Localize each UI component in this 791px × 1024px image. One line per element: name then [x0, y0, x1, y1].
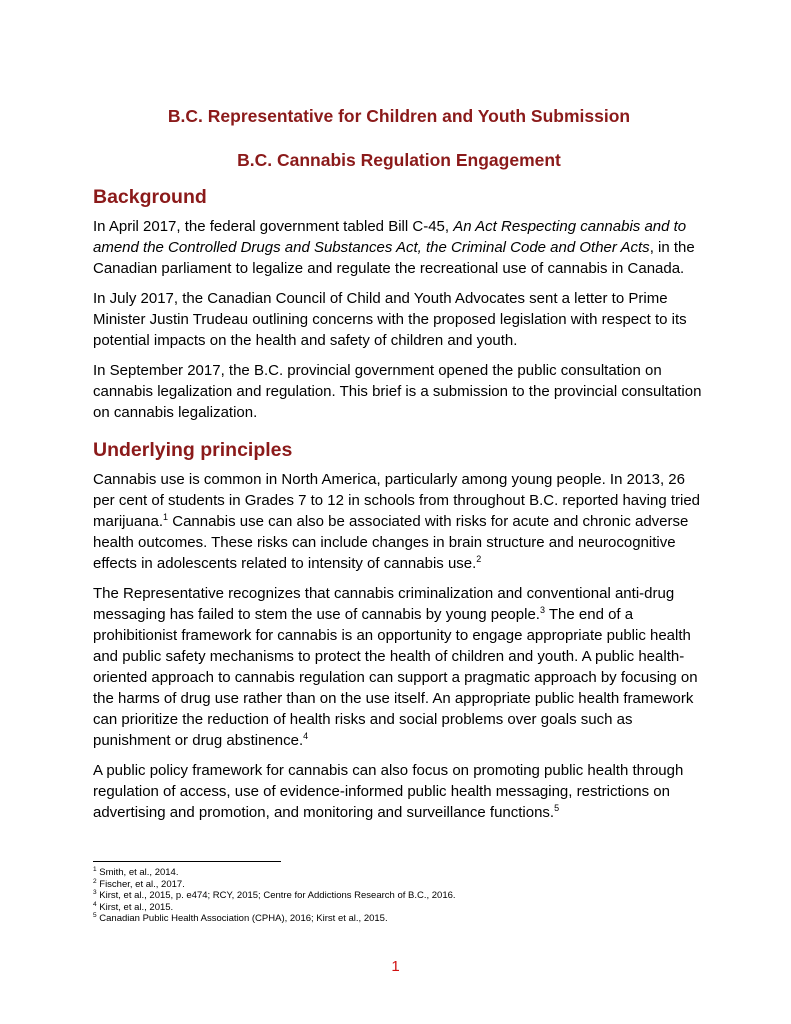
text-run: Cannabis use is common in North America, particularly among young people. In 2013, 26 per cent of students in Grades 7 to 12 in schools from throughout B.C. reported having tried marijuana. — [93, 471, 701, 530]
footnote-number: 4 — [93, 900, 97, 908]
text-run: , in the Canadian parliament to legalize and regulate the recreational use of cannabis in Canada. — [93, 239, 695, 277]
page-content — [93, 106, 705, 832]
footnote-1 — [93, 867, 705, 879]
footnote-4 — [93, 902, 705, 914]
footnote-ref-1[interactable]: 1 — [163, 512, 169, 522]
document-title: B.C. Representative for Children and Youth Submission — [167, 106, 631, 126]
footnote-text: Kirst, et al., 2015. — [96, 901, 174, 913]
footnote-text: Smith, et al., 2014. — [96, 867, 179, 878]
page-number: 1 — [391, 958, 400, 975]
footnote-2 — [93, 879, 705, 891]
footnote-number: 3 — [93, 888, 97, 896]
footnote-number: 5 — [93, 911, 97, 919]
footnote-number: 2 — [93, 877, 97, 885]
footnotes — [93, 867, 705, 925]
principles-paragraph-2 — [93, 583, 705, 751]
footnote-number: 1 — [93, 865, 97, 873]
text-run: In April 2017, the federal government tabled Bill C-45, — [93, 218, 454, 235]
footnote-text: Kirst, et al., 2015, p. e474; RCY, 2015; Centre for Addictions Research of B.C., 2016. — [96, 890, 456, 901]
footnote-ref-3[interactable]: 3 — [539, 605, 545, 615]
principles-paragraph-1 — [93, 469, 705, 574]
footnote-ref-5[interactable]: 5 — [554, 803, 560, 813]
heading-underlying-principles: Underlying principles — [93, 439, 293, 461]
text-run: The end of a prohibitionist framework for cannabis is an opportunity to engage appropriate public health and public safety mechanisms to protect the health of children and youth. A public health-oriented approach to cannabis regulation can support a pragmatic approach by focusing on the harms of drug use rather than on the use itself. An appropriate public health framework can prioritize the reduction of health risks and social problems over goals such as punishment or drug abstinence. — [93, 606, 698, 749]
footnote-3 — [93, 890, 705, 902]
footnote-divider — [93, 861, 281, 862]
footnote-text: Fischer, et al., 2017. — [96, 878, 185, 890]
document-subtitle: B.C. Cannabis Regulation Engagement — [237, 150, 561, 170]
text-run: A public policy framework for cannabis can also focus on promoting public health through regulation of access, use of evidence-informed public health messaging, restrictions on advertising and promotion, and monitoring and surveillance functions. — [93, 762, 684, 821]
heading-background: Background — [93, 186, 207, 208]
footnote-ref-2[interactable]: 2 — [476, 554, 482, 564]
footnote-5 — [93, 913, 705, 925]
text-run: The Representative recognizes that cannabis criminalization and conventional anti-drug messaging has failed to stem the use of cannabis by young people. — [93, 585, 675, 623]
footnote-text: Canadian Public Health Association (CPHA), 2016; Kirst et al., 2015. — [96, 913, 388, 924]
principles-paragraph-3 — [93, 760, 705, 823]
background-paragraph-1 — [93, 216, 705, 279]
background-paragraph-3: In September 2017, the B.C. provincial government opened the public consultation on cannabis legalization and regulation. This brief is a submission to the provincial consultation on cannabis legalization. — [93, 362, 702, 421]
text-run: Cannabis use can also be associated with risks for acute and chronic adverse health outcomes. These risks can include changes in brain structure and neurocognitive effects in adolescents related to intensity of cannabis use. — [93, 513, 689, 572]
footnote-ref-4[interactable]: 4 — [303, 731, 309, 741]
bill-title-italic: An Act Respecting cannabis and to amend the Controlled Drugs and Substances Act, the Criminal Code and Other Acts — [93, 218, 687, 256]
background-paragraph-2: In July 2017, the Canadian Council of Child and Youth Advocates sent a letter to Prime Minister Justin Trudeau outlining concerns with the proposed legislation with respect to its potential impacts on the health and safety of children and youth. — [93, 290, 687, 349]
